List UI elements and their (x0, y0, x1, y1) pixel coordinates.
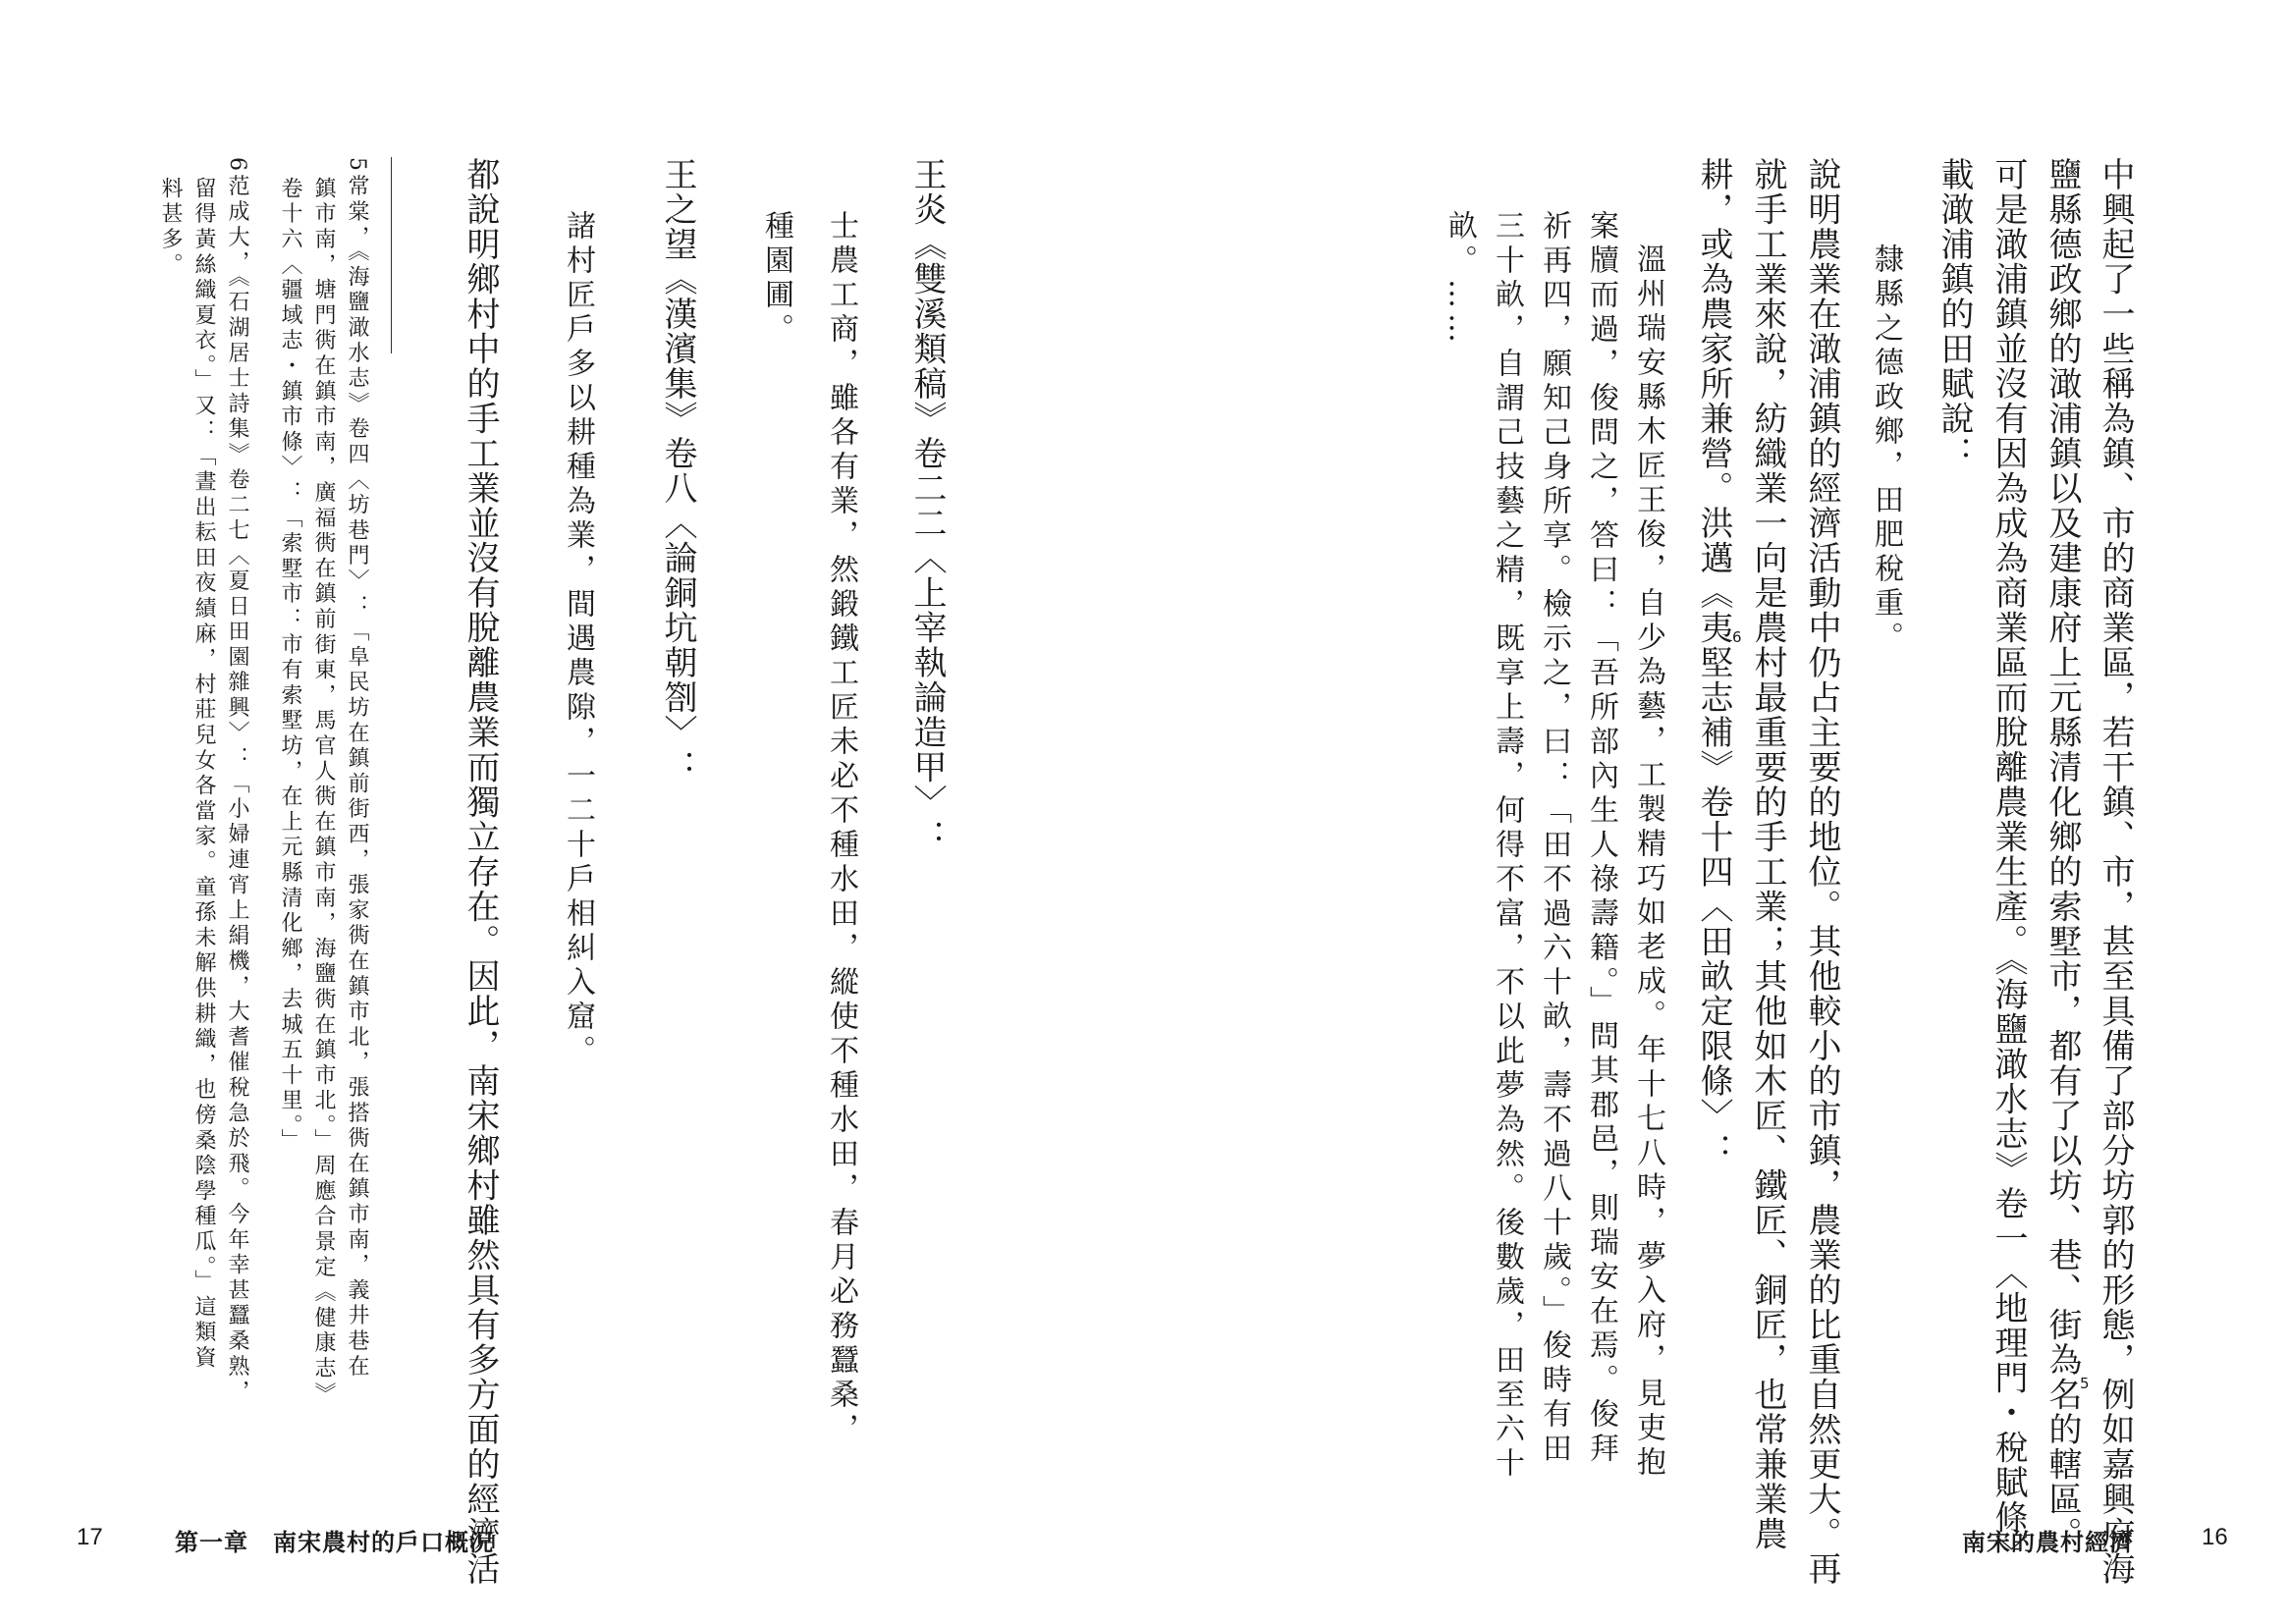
quote-column: 溫州瑞安縣木匠王俊，自少為藝，工製精巧如老成。年十七八時，夢入府，見吏抱 (1631, 244, 1665, 1481)
quote-column: 隸縣之德政鄉，田肥稅重。 (1869, 244, 1903, 656)
note-reference: 6 (1732, 628, 1742, 646)
footnote-line: 鎮市南，塘門衖在鎮市南，廣福衖在鎮前街東，馬官人衖在鎮市南，海鹽衖在鎮市北。」周應合景定《健康志》 (311, 177, 336, 1408)
quote-column: 畝。…… (1443, 210, 1477, 348)
body-column: 可是澉浦鎮並沒有因為成為商業區而脫離農業生產。《海鹽澉水志》卷一〈地理門・稅賦條〉 (1989, 157, 2028, 1570)
body-column: 載澉浦鎮的田賦說： (1935, 157, 1974, 471)
body-column: 就手工業來說，紡織業一向是農村最重要的手工業；其他如木匠、鐵匠、銅匠，也常兼業農 (1748, 157, 1787, 1551)
body-column: 王炎《雙溪類稿》卷二二〈上宰執論造甲〉： (907, 157, 947, 854)
footnote-line: 留得黃絲織夏衣。」又：「晝出耘田夜績麻，村莊兒女各當家。童孫未解供耕織，也傍桑陰學種瓜。」這類資 (191, 177, 216, 1372)
footnote-line: 料甚多。 (158, 177, 183, 279)
quote-column: 士農工商，雖各有業，然鍛鐵工匠未必不種水田，縱使不種水田，春月必務蠶桑， (824, 210, 858, 1447)
footnote-line: 5常棠，《海鹽澉水志》卷四〈坊巷門〉：「阜民坊在鎮前街西，張家衖在鎮市北，張搭衖在鎮市南，義井巷在 (345, 157, 369, 1380)
page-number: 17 (77, 1524, 103, 1550)
body-column: 王之望《漢濱集》卷八〈論銅坑朝劄〉： (658, 157, 697, 785)
running-head: 第一章 南宋農村的戶口概況 (175, 1529, 494, 1556)
running-head: 南宋的農村經濟 (1962, 1529, 2134, 1556)
footnote-rule (391, 157, 392, 353)
body-column: 都說明鄉村中的手工業並沒有脫離農業而獨立存在。因此，南宋鄉村雖然具有多方面的經濟活 (461, 157, 500, 1587)
quote-column: 三十畝，自謂己技藝之精，既享上壽，何得不富，不以此夢為然。後數歲，田至六十 (1490, 210, 1524, 1482)
page-number: 16 (2202, 1524, 2228, 1550)
quote-column: 種園圃。 (759, 210, 793, 348)
body-column: 耕，或為農家所兼營。洪邁《夷堅志補》卷十四〈田畝定限條〉： (1694, 157, 1733, 1168)
body-column: 中興起了一些稱為鎮、市的商業區，若干鎮、市，甚至具備了部分坊郭的形態，例如嘉興府海 (2096, 157, 2135, 1587)
footnote-line: 6范成大，《石湖居士詩集》卷二七〈夏日田園雜興〉：「小婦連宵上絹機，大耆催稅急於飛。今年幸甚蠶桑熟， (225, 157, 249, 1405)
quote-column: 諸村匠戶多以耕種為業，間遇農隙，一二十戶相糾入窟。 (561, 210, 595, 1069)
body-column: 說明農業在澉浦鎮的經濟活動中仍占主要的地位。其他較小的市鎮，農業的比重自然更大。再 (1802, 157, 1841, 1587)
quote-column: 案牘而過，俊問之，答曰：「吾所部內生人祿壽籍。」問其郡邑，則瑞安在焉。俊拜 (1584, 210, 1618, 1467)
footnote-line: 卷十六〈疆域志・鎮市條〉：「索墅市：市有索墅坊，在上元縣清化鄉，去城五十里。」 (278, 177, 302, 1155)
note-reference: 5 (2080, 1375, 2090, 1392)
right-page (1149, 0, 2289, 1624)
body-column: 鹽縣德政鄉的澉浦鎮以及建康府上元縣清化鄉的索墅市，都有了以坊、巷、街為名的轄區。 (2043, 157, 2082, 1551)
quote-column: 祈再四，願知己身所享。檢示之，曰：「田不過六十畝，壽不過八十歲。」俊時有田 (1537, 210, 1571, 1467)
left-page (0, 0, 1144, 1624)
